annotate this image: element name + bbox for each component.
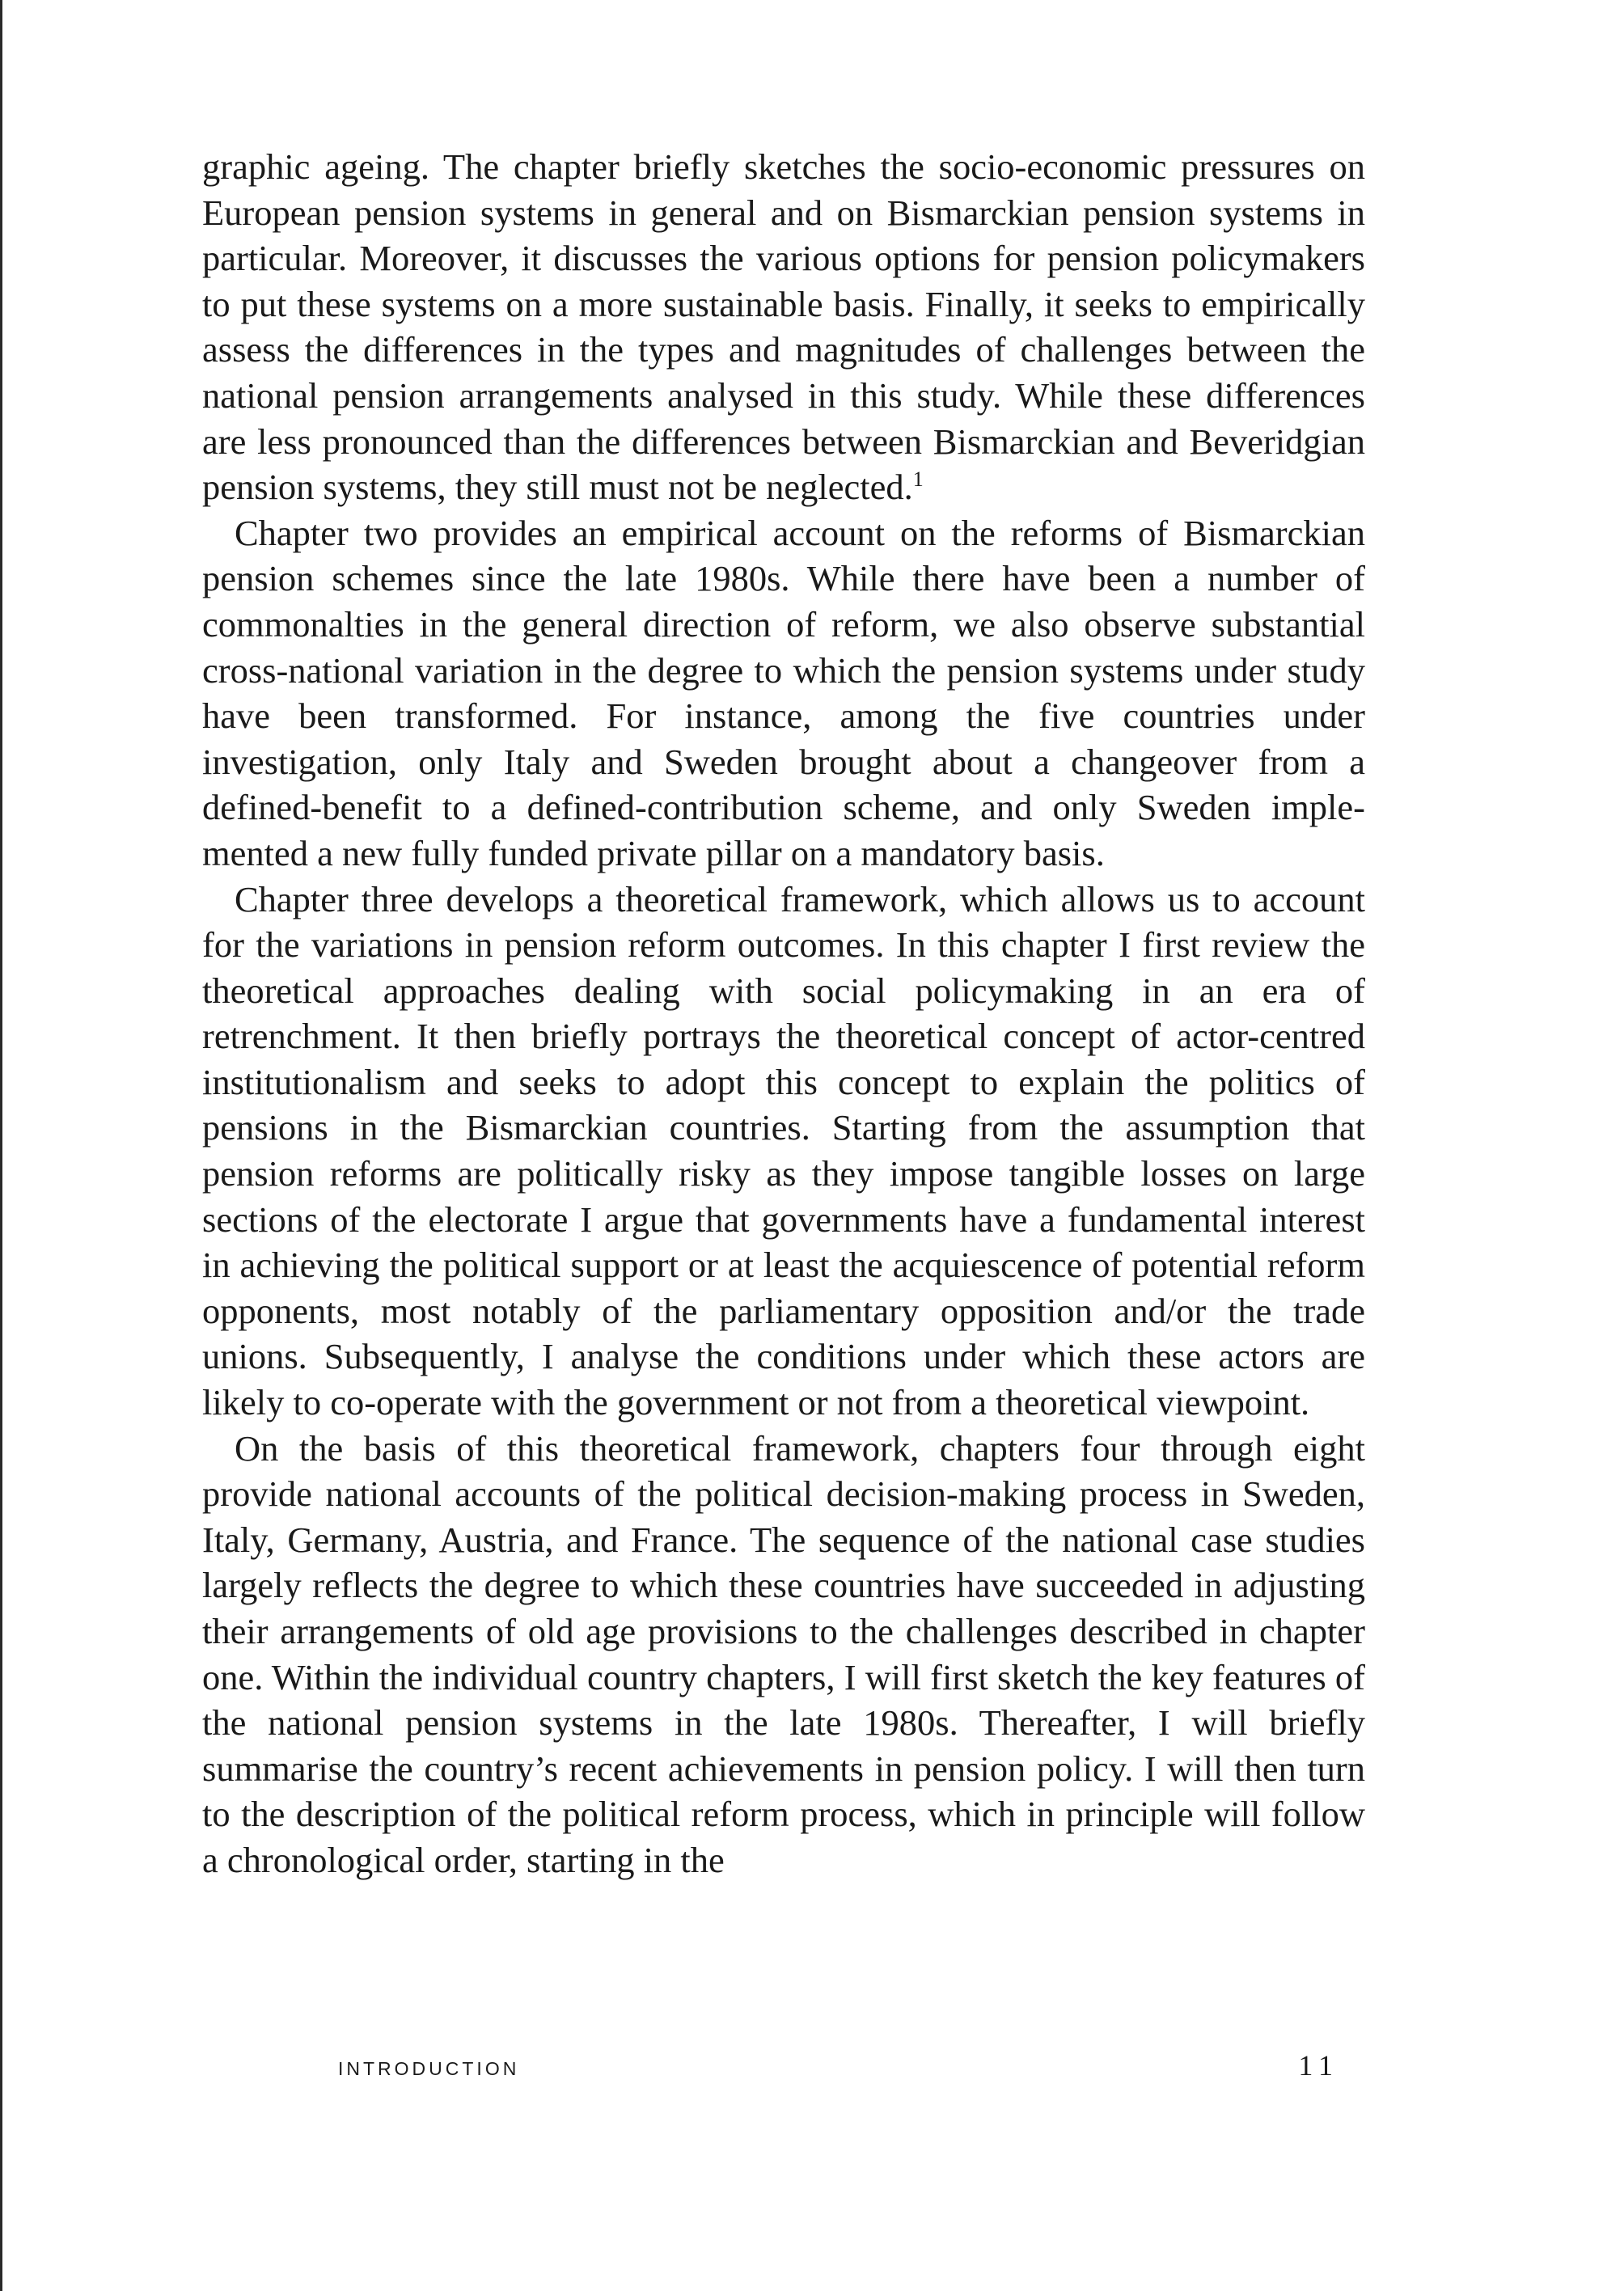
page-number: 11: [1298, 2049, 1339, 2082]
paragraph: Chapter two provides an empirical account on the reforms of Bismarckian pension schemes since the late 1980s. While there have been a number of commonalties in the general direction of reform, we also observe substantial cross-national variation in the degree to which the pension systems under study have been transformed. For instance, among the five countries under investigation, only Italy and Sweden brought about a changeover from a defined-benefit to a defined-contribution scheme, and only Sweden implemented a new fully funded private pillar on a mandatory basis.: [202, 512, 1365, 873]
body-text: [202, 144, 1365, 1883]
footnote-marker[interactable]: 1: [912, 467, 924, 492]
paragraph: Chapter three develops a theoretical framework, which allows us to account for the variations in pension reform outcomes. In this chapter I first review the theoretical approaches dealing with social policymaking in an era of retrenchment. It then briefly portrays the theoretical concept of actor-centred institutionalism and seeks to adopt this concept to explain the politics of pensions in the Bismarckian countries. Starting from the assumption that pension reforms are politically risky as they impose tangible losses on large sections of the electorate I argue that governments have a fundamental interest in achieving the political support or at least the acquiescence of potential reform opponents, most notably of the parliamentary opposition and/or the trade unions. Subsequently, I analyse the conditions under which these actors are likely to co-operate with the government or not from a theoretical viewpoint.: [202, 878, 1365, 1423]
running-head: INTRODUCTION: [338, 2058, 520, 2079]
page-edge: [0, 0, 2, 2291]
paragraph-text: graphic ageing. The chapter briefly sketches the socio-economic pressures on European pension systems in general and on Bismarckian pension systems in particular. Moreover, it discusses the various options for pension policymakers to put these systems on a more sustainable basis. Finally, it seeks to empirically assess the differences in the types and magnitudes of challenges between the national pension arrangements analysed in this study. While these differences are less pronounced than the differences between Bismarckian and Beveridgian pension systems, they still must not be neglected.: [202, 146, 1365, 508]
paragraph: On the basis of this theoretical framework, chapters four through eight provide national accounts of the political decision-making process in Sweden, Italy, Germany, Austria, and France. The sequence of the national case studies largely reflects the degree to which these countries have succeeded in adjusting their arrangements of old age provisions to the challenges described in chapter one. Within the individual country chapters, I will first sketch the key features of the national pension systems in the late 1980s. Thereafter, I will briefly summarise the country’s recent achievements in pension policy. I will then turn to the description of the political reform process, which in principle will follow a chronological order, starting in the: [202, 1427, 1365, 1880]
paragraph: [202, 144, 1365, 510]
